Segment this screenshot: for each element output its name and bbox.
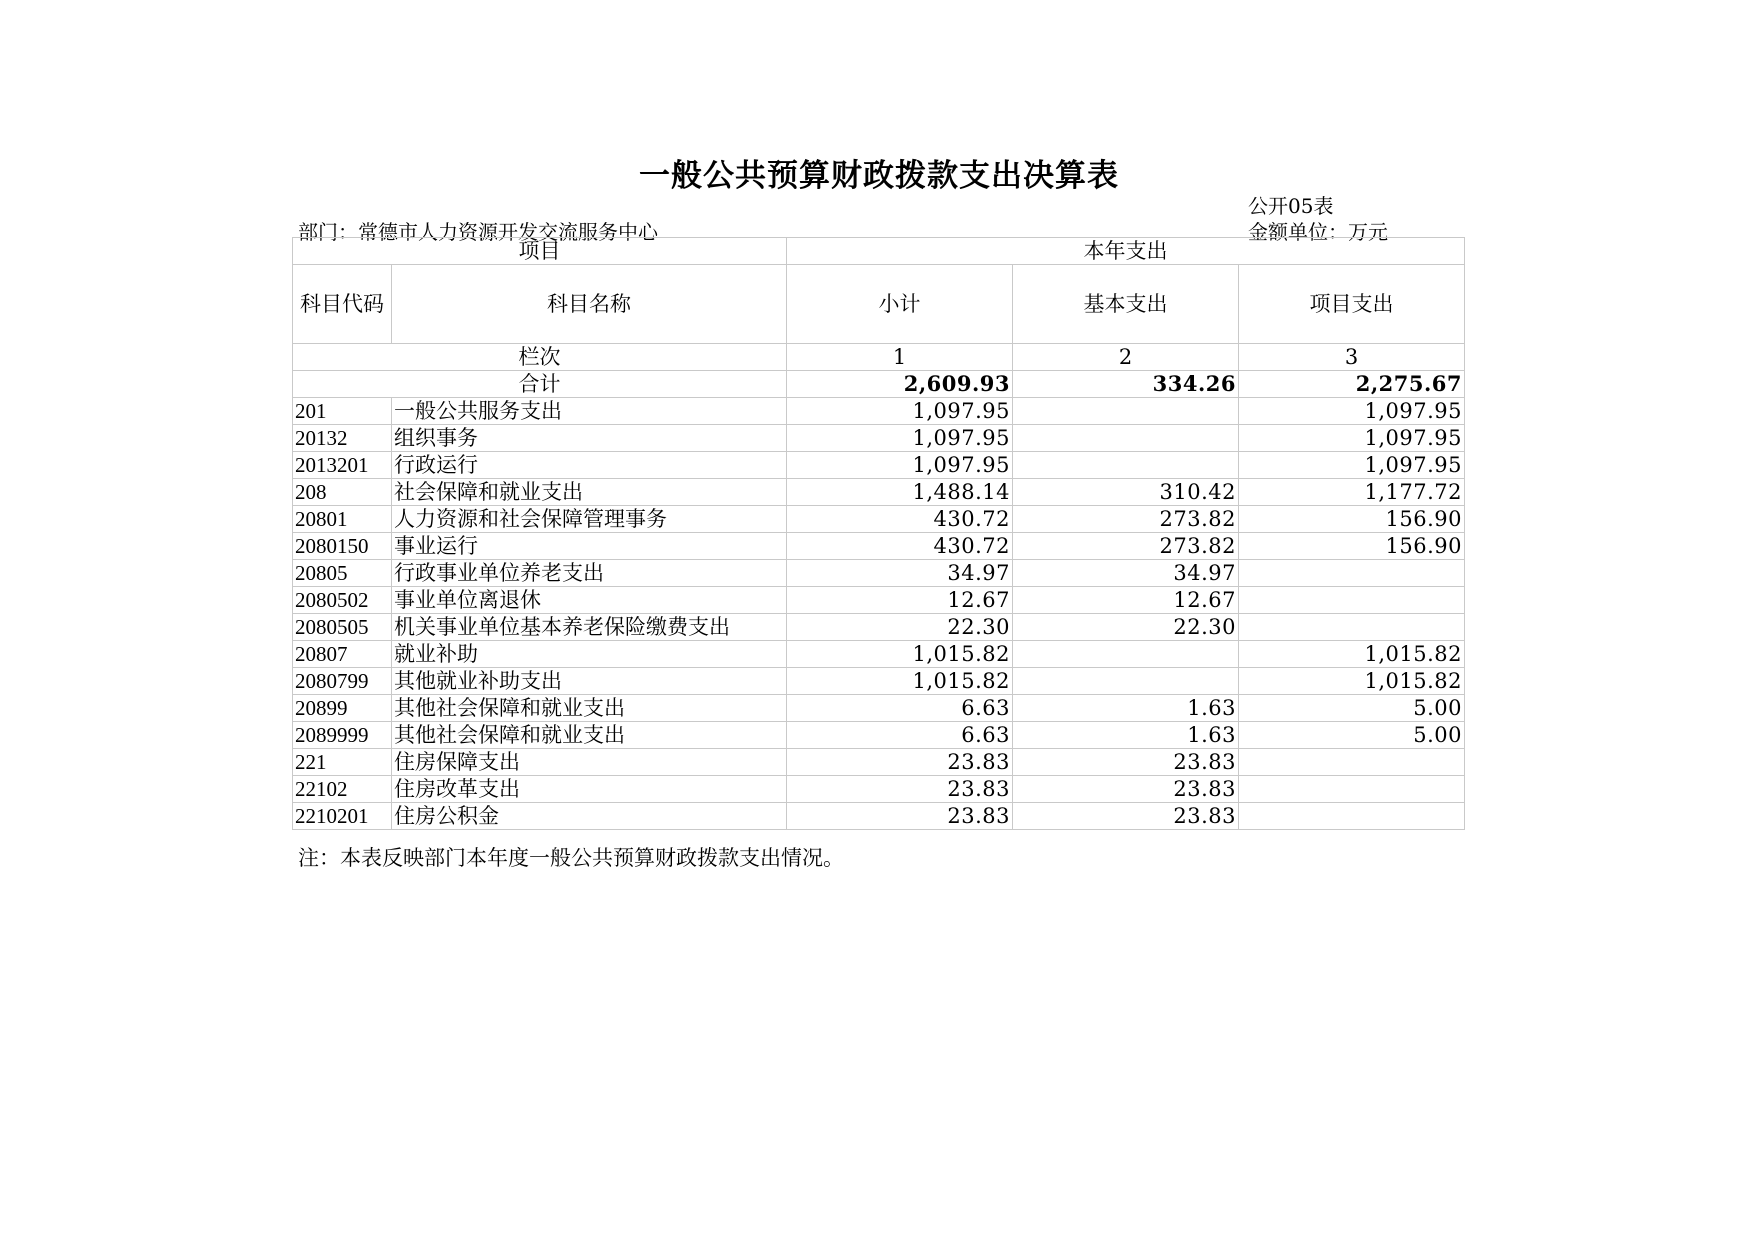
header-code: 科目代码 <box>293 265 392 344</box>
row-basic: 34.97 <box>1013 560 1239 587</box>
row-basic <box>1013 641 1239 668</box>
row-name: 事业单位离退休 <box>392 587 787 614</box>
form-number: 公开05表 <box>1248 194 1334 218</box>
expenditure-table <box>292 237 1465 830</box>
row-name: 其他社会保障和就业支出 <box>392 695 787 722</box>
row-name: 组织事务 <box>392 425 787 452</box>
footnote: 注：本表反映部门本年度一般公共预算财政拨款支出情况。 <box>298 846 844 870</box>
table-row <box>293 506 1465 533</box>
row-name: 机关事业单位基本养老保险缴费支出 <box>392 614 787 641</box>
row-subtotal: 1,097.95 <box>787 398 1013 425</box>
row-project: 1,097.95 <box>1239 398 1465 425</box>
total-basic: 334.26 <box>1013 371 1239 398</box>
header-subtotal: 小计 <box>787 265 1013 344</box>
row-subtotal: 22.30 <box>787 614 1013 641</box>
row-subtotal: 1,015.82 <box>787 641 1013 668</box>
row-code: 20805 <box>293 560 392 587</box>
row-project: 1,097.95 <box>1239 425 1465 452</box>
row-project: 1,177.72 <box>1239 479 1465 506</box>
table-row <box>293 695 1465 722</box>
row-code: 2089999 <box>293 722 392 749</box>
row-project <box>1239 749 1465 776</box>
total-project: 2,275.67 <box>1239 371 1465 398</box>
row-project <box>1239 560 1465 587</box>
table-row <box>293 803 1465 830</box>
row-subtotal: 1,488.14 <box>787 479 1013 506</box>
header-this-year: 本年支出 <box>787 238 1465 265</box>
row-subtotal: 6.63 <box>787 695 1013 722</box>
row-name: 就业补助 <box>392 641 787 668</box>
row-basic: 23.83 <box>1013 749 1239 776</box>
table-row <box>293 479 1465 506</box>
table-row <box>293 749 1465 776</box>
table-row <box>293 587 1465 614</box>
row-project <box>1239 776 1465 803</box>
department-label: 部门：常德市人力资源开发交流服务中心 <box>298 220 658 244</box>
total-row <box>293 371 1465 398</box>
row-code: 2080502 <box>293 587 392 614</box>
row-subtotal: 34.97 <box>787 560 1013 587</box>
row-subtotal: 1,097.95 <box>787 452 1013 479</box>
row-code: 20132 <box>293 425 392 452</box>
row-basic: 12.67 <box>1013 587 1239 614</box>
row-name: 其他就业补助支出 <box>392 668 787 695</box>
row-basic <box>1013 398 1239 425</box>
row-code: 2080505 <box>293 614 392 641</box>
row-code: 20801 <box>293 506 392 533</box>
row-basic: 310.42 <box>1013 479 1239 506</box>
row-code: 2080150 <box>293 533 392 560</box>
row-code: 20899 <box>293 695 392 722</box>
row-subtotal: 23.83 <box>787 776 1013 803</box>
row-basic: 273.82 <box>1013 506 1239 533</box>
row-name: 行政运行 <box>392 452 787 479</box>
row-name: 住房改革支出 <box>392 776 787 803</box>
row-project: 156.90 <box>1239 506 1465 533</box>
table-row <box>293 722 1465 749</box>
header-row-1 <box>293 238 1465 265</box>
header-name: 科目名称 <box>392 265 787 344</box>
table-row <box>293 641 1465 668</box>
column-index-3: 3 <box>1239 344 1465 371</box>
row-project: 1,097.95 <box>1239 452 1465 479</box>
unit-label: 金额单位：万元 <box>1248 220 1388 244</box>
table-row <box>293 533 1465 560</box>
row-code: 22102 <box>293 776 392 803</box>
page-title: 一般公共预算财政拨款支出决算表 <box>639 158 1119 194</box>
row-code: 2080799 <box>293 668 392 695</box>
row-subtotal: 1,097.95 <box>787 425 1013 452</box>
row-name: 行政事业单位养老支出 <box>392 560 787 587</box>
row-name: 社会保障和就业支出 <box>392 479 787 506</box>
row-basic: 22.30 <box>1013 614 1239 641</box>
header-project: 项目支出 <box>1239 265 1465 344</box>
table-row <box>293 560 1465 587</box>
row-project: 5.00 <box>1239 695 1465 722</box>
row-basic <box>1013 668 1239 695</box>
table-row <box>293 425 1465 452</box>
row-subtotal: 12.67 <box>787 587 1013 614</box>
row-code: 2013201 <box>293 452 392 479</box>
row-basic: 1.63 <box>1013 695 1239 722</box>
table-row <box>293 668 1465 695</box>
row-project <box>1239 803 1465 830</box>
row-subtotal: 6.63 <box>787 722 1013 749</box>
row-code: 208 <box>293 479 392 506</box>
row-name: 住房公积金 <box>392 803 787 830</box>
row-basic: 23.83 <box>1013 803 1239 830</box>
row-basic: 23.83 <box>1013 776 1239 803</box>
row-project: 156.90 <box>1239 533 1465 560</box>
row-basic <box>1013 452 1239 479</box>
row-project: 1,015.82 <box>1239 668 1465 695</box>
row-subtotal: 430.72 <box>787 506 1013 533</box>
row-name: 事业运行 <box>392 533 787 560</box>
row-subtotal: 1,015.82 <box>787 668 1013 695</box>
row-code: 221 <box>293 749 392 776</box>
row-subtotal: 23.83 <box>787 803 1013 830</box>
column-index-row <box>293 344 1465 371</box>
row-project <box>1239 587 1465 614</box>
header-row-2 <box>293 265 1465 344</box>
table-row <box>293 776 1465 803</box>
row-subtotal: 430.72 <box>787 533 1013 560</box>
row-project: 5.00 <box>1239 722 1465 749</box>
row-name: 其他社会保障和就业支出 <box>392 722 787 749</box>
row-name: 人力资源和社会保障管理事务 <box>392 506 787 533</box>
column-index-label: 栏次 <box>293 344 787 371</box>
total-subtotal: 2,609.93 <box>787 371 1013 398</box>
table-row <box>293 398 1465 425</box>
column-index-1: 1 <box>787 344 1013 371</box>
row-basic: 273.82 <box>1013 533 1239 560</box>
row-name: 一般公共服务支出 <box>392 398 787 425</box>
row-code: 20807 <box>293 641 392 668</box>
total-label: 合计 <box>293 371 787 398</box>
row-basic: 1.63 <box>1013 722 1239 749</box>
row-name: 住房保障支出 <box>392 749 787 776</box>
row-code: 2210201 <box>293 803 392 830</box>
table-row <box>293 614 1465 641</box>
header-item: 项目 <box>293 238 787 265</box>
row-project: 1,015.82 <box>1239 641 1465 668</box>
row-subtotal: 23.83 <box>787 749 1013 776</box>
header-basic: 基本支出 <box>1013 265 1239 344</box>
row-code: 201 <box>293 398 392 425</box>
column-index-2: 2 <box>1013 344 1239 371</box>
row-basic <box>1013 425 1239 452</box>
row-project <box>1239 614 1465 641</box>
table-row <box>293 452 1465 479</box>
